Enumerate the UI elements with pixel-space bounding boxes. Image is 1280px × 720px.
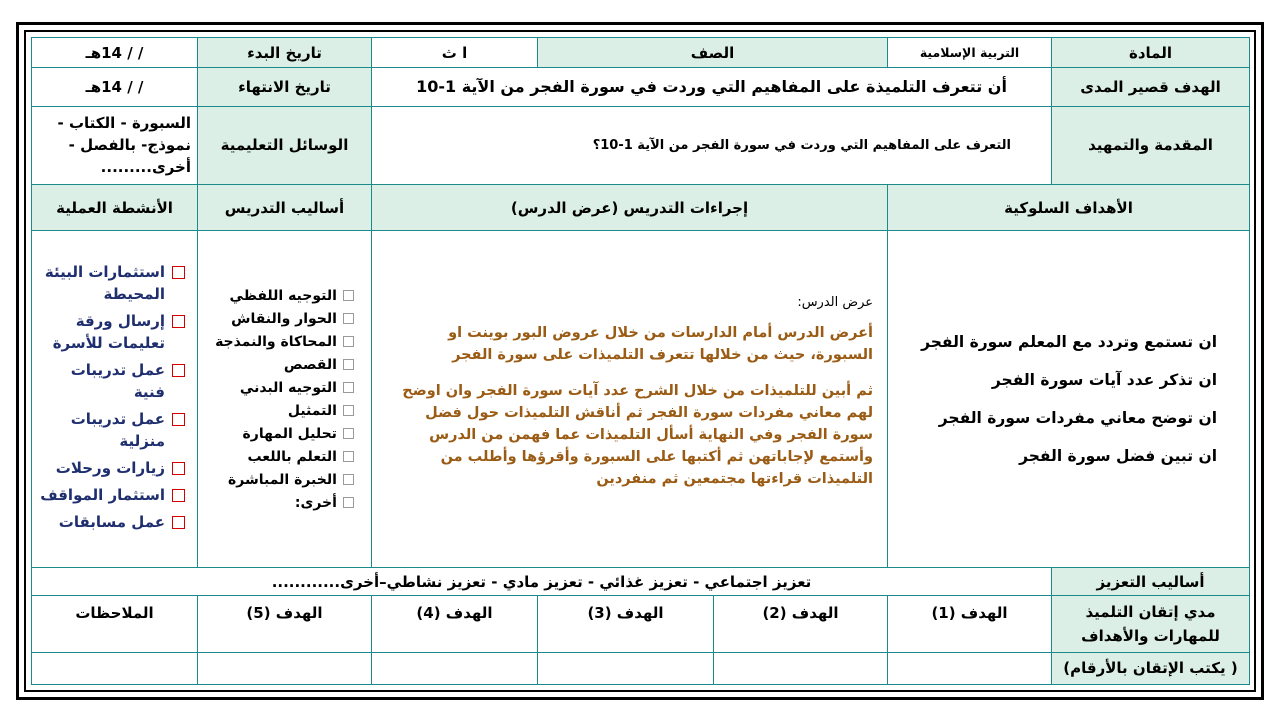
methods-list xyxy=(215,284,354,514)
checkbox-icon[interactable] xyxy=(343,405,354,416)
goal-value-cell[interactable] xyxy=(198,652,372,684)
method-item[interactable]: التوجيه اللفظي xyxy=(215,284,354,307)
method-item[interactable]: التعلم باللعب xyxy=(215,445,354,468)
tools-label: الوسائل التعليمية xyxy=(198,106,372,185)
checkbox-icon[interactable] xyxy=(172,462,185,475)
activity-item[interactable]: عمل تدريبات فنية xyxy=(38,359,185,403)
checkbox-icon[interactable] xyxy=(343,382,354,393)
mastery-note: ( يكتب الإتقان بالأرقام) xyxy=(1052,652,1250,684)
objectives-list xyxy=(894,333,1243,465)
goal-header: الهدف (5) xyxy=(198,596,372,652)
objective-item: ان تذكر عدد آيات سورة الفجر xyxy=(991,371,1218,390)
activity-item[interactable]: عمل تدريبات منزلية xyxy=(38,408,185,452)
lesson-plan-table xyxy=(31,37,1250,685)
goal-header: الهدف (2) xyxy=(714,596,888,652)
end-date-label: تاريخ الانتهاء xyxy=(198,68,372,106)
objective-item: ان تستمع وتردد مع المعلم سورة الفجر xyxy=(921,333,1218,352)
method-item[interactable]: التمثيل xyxy=(215,399,354,422)
mastery-label: مدي إتقان التلميذ للمهارات والأهداف xyxy=(1052,596,1250,652)
reinforcement-value: تعزيز اجتماعي - تعزيز غذائي - تعزيز مادي - تعزيز نشاطي–أخرى............ xyxy=(32,568,1052,596)
method-item[interactable]: تحليل المهارة xyxy=(215,422,354,445)
checkbox-icon[interactable] xyxy=(172,413,185,426)
method-item[interactable]: القصص xyxy=(215,353,354,376)
grade-value: ا ث xyxy=(372,38,538,68)
checkbox-icon[interactable] xyxy=(172,364,185,377)
checkbox-icon[interactable] xyxy=(172,516,185,529)
activities-cell xyxy=(32,231,198,568)
goal-value-cell[interactable] xyxy=(714,652,888,684)
goal-header: الهدف (1) xyxy=(888,596,1052,652)
method-item[interactable]: الخبرة المباشرة xyxy=(215,468,354,491)
checkbox-icon[interactable] xyxy=(343,474,354,485)
activity-item[interactable]: إرسال ورقة تعليمات للأسرة xyxy=(38,310,185,354)
checkbox-icon[interactable] xyxy=(172,315,185,328)
goal-header: الهدف (3) xyxy=(538,596,714,652)
procedures-content xyxy=(378,295,881,490)
goal-value-cell[interactable] xyxy=(372,652,538,684)
activity-item[interactable]: استثمار المواقف xyxy=(38,484,185,506)
short-goal-label: الهدف قصير المدى xyxy=(1052,68,1250,106)
notes-header: الملاحظات xyxy=(32,596,198,652)
checkbox-icon[interactable] xyxy=(343,428,354,439)
checkbox-icon[interactable] xyxy=(343,313,354,324)
method-item[interactable]: المحاكاة والنمذجة xyxy=(215,330,354,353)
objective-item: ان توضح معاني مفردات سورة الفجر xyxy=(938,409,1218,428)
checkbox-icon[interactable] xyxy=(343,451,354,462)
intro-value: التعرف على المفاهيم التي وردت في سورة الفجر من الآية 1-10؟ xyxy=(372,106,1052,185)
subject-label: المادة xyxy=(1052,38,1250,68)
activities-list xyxy=(38,261,191,533)
procedures-header: إجراءات التدريس (عرض الدرس) xyxy=(372,185,888,231)
methods-cell xyxy=(198,231,372,568)
goal-value-cell[interactable] xyxy=(538,652,714,684)
methods-header: أساليب التدريس xyxy=(198,185,372,231)
intro-label: المقدمة والتمهيد xyxy=(1052,106,1250,185)
goal-header: الهدف (4) xyxy=(372,596,538,652)
procedure-paragraph: ثم أبين للتلميذات من خلال الشرح عدد آيات سورة الفجر وان اوضح لهم معاني مفردات سورة الفجر ثم أناقش التلميذات حول فضل سورة الفجر وفي النهاية أسأل التلميذات عما فهمن من الدرس وأستمع لإجاباتهن ثم أكتبها على السبورة وأقرؤها وأطلب من التلميذات قراءتها مجتمعين ثم منفردين xyxy=(402,382,874,487)
method-item[interactable]: التوجيه البدني xyxy=(215,376,354,399)
subject-value: التربية الإسلامية xyxy=(888,38,1052,68)
procedure-paragraph: أعرض الدرس أمام الدارسات من خلال عروض البور بوينت او السبورة، حيث من خلالها تتعرف التلميذات على سورة الفجر xyxy=(448,324,874,363)
procedures-heading: عرض الدرس: xyxy=(797,294,874,310)
objectives-header: الأهداف السلوكية xyxy=(888,185,1250,231)
start-date-value: / / 14هـ xyxy=(32,38,198,68)
checkbox-icon[interactable] xyxy=(343,290,354,301)
activity-item[interactable]: زيارات ورحلات xyxy=(38,457,185,479)
checkbox-icon[interactable] xyxy=(172,266,185,279)
method-item[interactable]: الحوار والنقاش xyxy=(215,307,354,330)
start-date-label: تاريخ البدء xyxy=(198,38,372,68)
tools-value: السبورة - الكتاب - نموذج- بالفصل - أخرى......... xyxy=(32,106,198,185)
notes-value-cell[interactable] xyxy=(32,652,198,684)
end-date-value: / / 14هـ xyxy=(32,68,198,106)
short-goal-value: أن تتعرف التلميذة على المفاهيم التي وردت في سورة الفجر من الآية 1-10 xyxy=(372,68,1052,106)
activities-header: الأنشطة العملية xyxy=(32,185,198,231)
objective-item: ان تبين فضل سورة الفجر xyxy=(1019,447,1218,466)
grade-label: الصف xyxy=(538,38,888,68)
checkbox-icon[interactable] xyxy=(343,336,354,347)
goal-value-cell[interactable] xyxy=(888,652,1052,684)
checkbox-icon[interactable] xyxy=(343,359,354,370)
reinforcement-label: أساليب التعزيز xyxy=(1052,568,1250,596)
objectives-cell xyxy=(888,231,1250,568)
checkbox-icon[interactable] xyxy=(172,489,185,502)
activity-item[interactable]: عمل مسابقات xyxy=(38,511,185,533)
method-item[interactable]: أخرى: xyxy=(215,491,354,514)
checkbox-icon[interactable] xyxy=(343,497,354,508)
activity-item[interactable]: استثمارات البيئة المحيطة xyxy=(38,261,185,305)
procedures-cell xyxy=(372,231,888,568)
